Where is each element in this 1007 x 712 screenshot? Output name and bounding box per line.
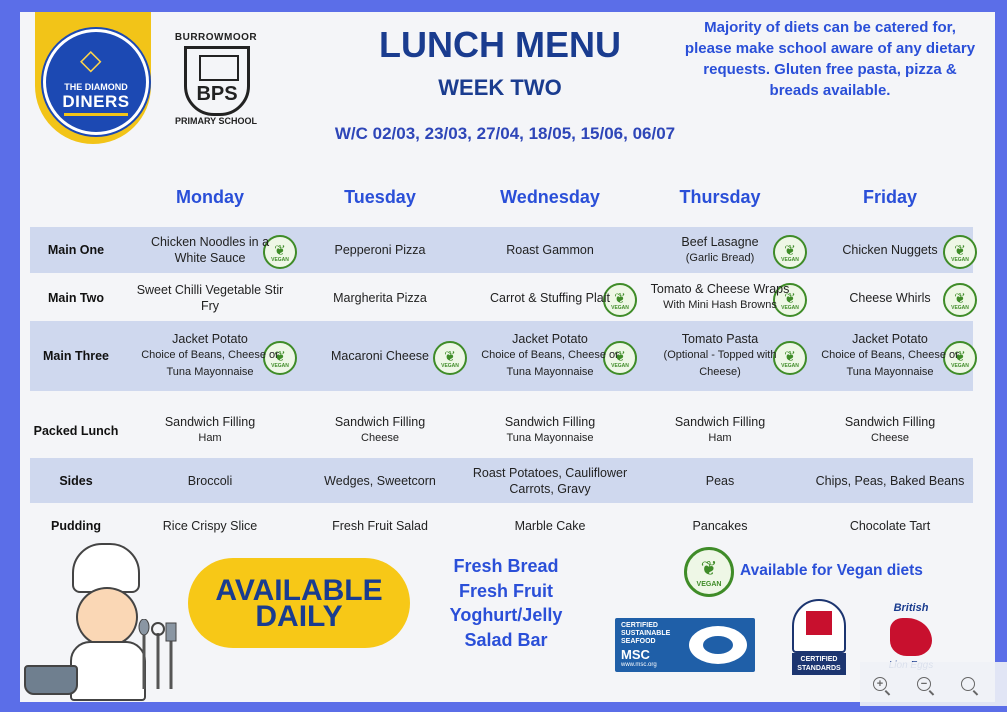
chef-face	[76, 587, 138, 647]
dietary-notice: Majority of diets can be catered for, please make school aware of any dietary requests. Gluten free pasta, pizza & breads available.	[684, 19, 976, 99]
row-label: Main Three	[43, 349, 109, 363]
vegan-note: Available for Vegan diets	[740, 562, 923, 579]
tractor-icon	[806, 611, 832, 635]
school-initials: BPS	[196, 83, 238, 105]
dish-detail: Choice of Beans, Cheese or Tuna Mayonnaise	[141, 349, 279, 378]
menu-cell	[295, 506, 465, 546]
menu-cell	[635, 506, 805, 546]
menu-cell	[295, 274, 465, 321]
daily-item: Fresh Fruit	[458, 580, 553, 601]
dish-name: Pepperoni Pizza	[334, 243, 426, 257]
vegan-badge-text: VEGAN	[781, 304, 799, 311]
diamond-diners-logo	[43, 29, 149, 135]
row-label: Main One	[47, 243, 105, 257]
dish-detail: (Optional - Topped with Cheese)	[663, 349, 777, 378]
leaf-icon: ❦	[614, 289, 626, 306]
vegan-icon	[684, 547, 734, 597]
school-name: BURROWMOOR	[174, 32, 258, 43]
dish-detail: With Mini Hash Browns	[663, 299, 777, 311]
dish-name: Jacket Potato	[852, 332, 928, 346]
page-subtitle: WEEK TWO	[438, 75, 562, 100]
leaf-icon: ❦	[700, 558, 718, 580]
dish-name: Marble Cake	[514, 519, 586, 533]
dish-name: Chips, Peas, Baked Beans	[815, 473, 965, 488]
row-label: Main Two	[47, 290, 104, 305]
leaf-icon: ❦	[954, 242, 966, 258]
chef-apron	[70, 641, 146, 701]
dish-name: Wedges, Sweetcorn	[324, 473, 436, 488]
dish-detail: Cheese	[361, 432, 399, 444]
chef-illustration	[20, 537, 190, 702]
menu-cell	[465, 227, 635, 273]
vegan-badge-text: VEGAN	[611, 363, 629, 369]
vegan-badge-text: VEGAN	[781, 363, 799, 369]
table-row	[30, 458, 973, 503]
menu-cell	[125, 458, 295, 503]
msc-mark: MSC	[621, 647, 650, 662]
row-label: Sides	[59, 473, 93, 488]
crest-shield	[184, 46, 250, 116]
dish-name: Sandwich Filling	[844, 415, 936, 429]
dish-name: Chocolate Tart	[849, 519, 931, 533]
building-icon	[199, 55, 239, 81]
day-header-wednesday: Wednesday	[500, 187, 600, 207]
menu-cell	[805, 274, 975, 321]
leaf-icon: ❦	[784, 289, 796, 306]
menu-cell	[635, 321, 805, 391]
menu-cell	[295, 321, 465, 391]
dish-name: Pancakes	[692, 519, 748, 533]
menu-cell	[635, 227, 805, 273]
dish-detail: Ham	[708, 432, 732, 444]
day-header-monday: Monday	[175, 187, 244, 207]
menu-cell	[635, 274, 805, 321]
menu-cell	[805, 458, 975, 503]
daily-items-list	[420, 554, 592, 652]
dish-name: Macaroni Cheese	[331, 349, 429, 363]
dish-name: Tomato Pasta	[681, 332, 759, 346]
dish-name: Cheese Whirls	[849, 290, 931, 305]
row-label: Packed Lunch	[33, 423, 119, 438]
menu-cell	[125, 403, 295, 458]
leaf-icon: ❦	[274, 348, 286, 364]
dish-name: Margherita Pizza	[333, 290, 427, 305]
dish-name: Tomato & Cheese Wraps	[650, 282, 790, 296]
dish-name: Fresh Fruit Salad	[332, 519, 428, 533]
msc-url: www.msc.org	[621, 662, 657, 668]
page-title: LUNCH MENU	[379, 24, 621, 65]
dish-name: Jacket Potato	[512, 332, 588, 346]
logo-line-1: THE DIAMOND	[64, 82, 128, 92]
menu-cell	[125, 274, 295, 321]
pot-icon	[24, 665, 78, 695]
leaf-icon: ❦	[784, 242, 796, 258]
lion-icon	[890, 618, 932, 656]
menu-sheet	[20, 12, 995, 702]
vegan-badge-text: VEGAN	[951, 304, 969, 311]
menu-cell	[125, 227, 295, 273]
menu-cell	[805, 403, 975, 458]
row-label: Pudding	[51, 519, 101, 533]
dish-detail: Tuna Mayonnaise	[506, 432, 594, 444]
dish-name: Jacket Potato	[172, 332, 248, 346]
vegan-badge-text: VEGAN	[271, 257, 289, 263]
red-tractor-emblem	[792, 599, 846, 653]
menu-cell	[465, 458, 635, 503]
red-tractor-text: CERTIFIED STANDARDS	[792, 653, 846, 675]
leaf-icon: ❦	[614, 348, 626, 364]
menu-cell	[635, 458, 805, 503]
menu-cell	[465, 321, 635, 391]
leaf-icon: ❦	[954, 289, 966, 306]
school-type: PRIMARY SCHOOL	[174, 116, 257, 126]
school-crest	[170, 32, 262, 150]
daily-item: Yoghurt/Jelly	[449, 605, 563, 625]
vegan-badge-text: VEGAN	[781, 257, 799, 263]
day-header-friday: Friday	[862, 187, 918, 207]
dish-name: Roast Potatoes, Cauliflower Carrots, Gravy	[472, 465, 628, 496]
vegan-badge-text: VEGAN	[951, 363, 969, 369]
dish-name: Sweet Chilli Vegetable Stir Fry	[136, 282, 284, 313]
logo-line-2: DINERS	[62, 92, 130, 111]
vegan-badge-text: VEGAN	[271, 363, 289, 369]
table-row	[30, 274, 973, 321]
dish-detail: Choice of Beans, Cheese or Tuna Mayonnaise	[481, 349, 619, 378]
diamond-icon: ◇	[80, 44, 102, 75]
vegan-badge-text: VEGAN	[951, 257, 969, 263]
msc-text: CERTIFIED SUSTAINABLE SEAFOOD	[621, 622, 671, 645]
fish-icon	[689, 626, 747, 664]
dish-name: Rice Crispy Slice	[162, 519, 258, 533]
available-daily-badge	[188, 558, 410, 648]
dish-name: Carrot & Stuffing Plait	[490, 290, 610, 305]
available-label: AVAILABLE	[215, 574, 383, 607]
msc-logo	[615, 618, 755, 672]
dish-detail: Ham	[198, 432, 222, 444]
menu-cell	[295, 403, 465, 458]
dish-name: Beef Lasagne	[681, 234, 759, 249]
dish-detail: Choice of Beans, Cheese or Tuna Mayonnaise	[821, 349, 959, 378]
menu-cell	[465, 506, 635, 546]
daily-label: DAILY	[255, 600, 343, 633]
daily-item: Fresh Bread	[453, 556, 559, 576]
menu-cell	[805, 506, 975, 546]
menu-cell	[805, 321, 975, 391]
dish-name: Sandwich Filling	[504, 415, 596, 429]
logo-stripe	[64, 113, 128, 116]
dish-name: Peas	[705, 473, 735, 488]
dish-name: Broccoli	[187, 473, 233, 488]
day-headers	[30, 187, 973, 211]
leaf-icon: ❦	[274, 242, 286, 258]
dish-name: Sandwich Filling	[164, 415, 256, 429]
zoom-toolbar	[860, 662, 1007, 706]
dish-name: Chicken Nuggets	[842, 243, 938, 257]
day-header-thursday: Thursday	[679, 187, 761, 207]
vegan-badge-text: VEGAN	[696, 581, 722, 588]
vegan-badge-text: VEGAN	[441, 363, 459, 369]
menu-cell	[465, 403, 635, 458]
menu-cell	[295, 227, 465, 273]
week-commencing-dates: W/C 02/03, 23/03, 27/04, 18/05, 15/06, 06/07	[334, 124, 676, 143]
utensils-icon	[138, 619, 178, 693]
chef-hat-icon	[72, 543, 140, 593]
zoom-out-icon[interactable]: −	[912, 672, 936, 696]
day-header-tuesday: Tuesday	[344, 187, 416, 207]
table-row	[30, 321, 973, 391]
dish-name: Chicken Noodles in a White Sauce	[150, 235, 270, 265]
menu-cell	[635, 403, 805, 458]
table-row	[30, 403, 973, 458]
table-row	[30, 227, 973, 273]
menu-cell	[465, 274, 635, 321]
menu-cell	[125, 321, 295, 391]
zoom-in-icon[interactable]: +	[868, 672, 892, 696]
dish-detail: Cheese	[871, 432, 909, 444]
dish-name: Roast Gammon	[506, 243, 594, 257]
leaf-icon: ❦	[444, 348, 456, 364]
menu-cell	[295, 458, 465, 503]
leaf-icon: ❦	[954, 348, 966, 364]
daily-item: Salad Bar	[464, 629, 548, 650]
lion-logo-top: British	[893, 602, 929, 614]
dish-detail: (Garlic Bread)	[685, 251, 755, 264]
leaf-icon: ❦	[784, 348, 796, 364]
menu-cell	[805, 227, 975, 273]
red-tractor-logo	[792, 599, 846, 679]
search-icon[interactable]	[956, 672, 980, 696]
vegan-badge-text: VEGAN	[611, 304, 629, 311]
dish-name: Sandwich Filling	[334, 415, 426, 429]
dish-name: Sandwich Filling	[674, 415, 766, 429]
